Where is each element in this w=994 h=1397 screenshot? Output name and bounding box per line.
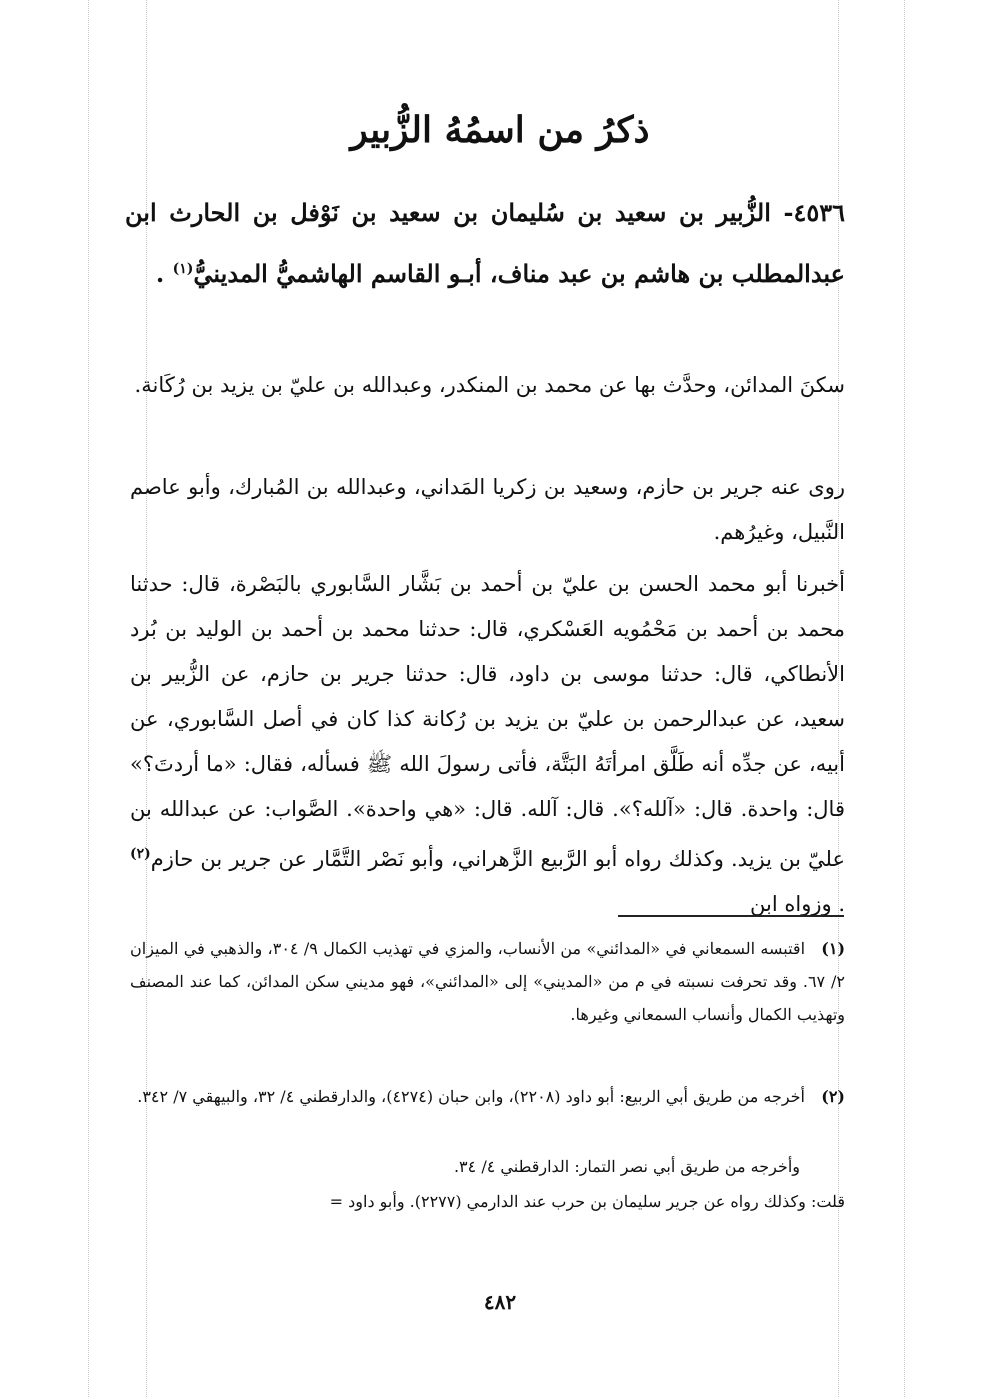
footnote-marker[interactable]: (٢) xyxy=(130,846,151,862)
footnote-continuation: قلت: وكذلك رواه عن جرير سليمان بن حرب عند الدارمي (٢٢٧٧). وأبو داود = xyxy=(329,1192,845,1211)
footnote-text: اقتبسه السمعاني في «المدائني» من الأنساب، والمزي في تهذيب الكمال ٩/ ٣٠٤، والذهبي في الميزان ٢/ ٦٧. وقد تحرفت نسبته في م من «المديني» إلى «المدائني»، فهو مديني سكن المدائن، كما عند المصنف وتهذيب الكمال وأنساب السمعاني وغيرها. xyxy=(130,939,845,1024)
isnad-tail: . وزواه ابن xyxy=(750,892,845,916)
footnote-text: أخرجه من طريق أبي الربيع: أبو داود (٢٢٠٨)، وابن حبان (٤٢٧٤)، والدارقطني ٤/ ٣٢، والبيهقي ٧/ ٣٤٢. xyxy=(137,1087,805,1106)
section-title: ذكرُ من اسمُهُ الزُّبير xyxy=(350,109,650,151)
biography-entry-heading xyxy=(125,185,845,302)
footnote xyxy=(130,932,845,1031)
body-paragraph: روى عنه جرير بن حازم، وسعيد بن زكريا المَداني، وعبدالله بن المُبارك، وأبو عاصم النَّبيل، وغيرُهم. xyxy=(130,475,845,544)
footnote-continuation: وأخرجه من طريق أبي نصر التمار: الدارقطني ٤/ ٣٤. xyxy=(453,1157,800,1176)
footnote xyxy=(130,1080,845,1113)
footnote-number: (٢) xyxy=(821,1087,845,1106)
margin-guide-line xyxy=(88,0,89,1397)
footnote-separator xyxy=(618,915,844,917)
entry-heading-tail: . xyxy=(155,259,173,288)
isnad-text: أخبرنا أبو محمد الحسن بن عليّ بن أحمد بن بَشَّار السَّابوري بالبَصْرة، قال: حدثنا محمد بن أحمد بن مَحْمُويه العَسْكري، قال: حدثنا محمد بن أحمد بن الوليد بن بُرد الأنطاكي، قال: حدثنا موسى بن داود، قال: حدثنا جرير بن حازم، عن الزُّبير بن سعيد، عن عبدالرحمن بن عليّ بن يزيد بن رُكانة كذا كان في أصل السَّابوري، عن أبيه، عن جدِّه أنه طَلَّق امرأتَهُ البَتَّة، فأتى رسولَ الله ﷺ فسأله، فقال: «ما أردتَ؟» قال: واحدة. قال: «آلله؟». قال: آلله. قال: «هي واحدة». الصَّواب: عن عبدالله بن عليّ بن يزيد. وكذلك رواه أبو الرَّبيع الزَّهراني، وأبو نَصْر التَّمَّار عن جرير بن حازم xyxy=(130,572,845,871)
margin-guide-line xyxy=(904,0,905,1397)
entry-heading-text: ٤٥٣٦- الزُّبير بن سعيد بن سُليمان بن سعيد بن نَوْفل بن الحارث ابن عبدالمطلب بن هاشم بن عبد مناف، أبـو القاسم الهاشميُّ المدينيُّ xyxy=(125,198,845,288)
page-number: ٤٨٢ xyxy=(483,1290,517,1314)
body-paragraph: سكنَ المدائن، وحدَّث بها عن محمد بن المنكدر، وعبدالله بن عليّ بن يزيد بن رُكَانة. xyxy=(134,373,845,397)
footnote-number: (١) xyxy=(821,939,846,958)
isnad-paragraph xyxy=(130,562,845,927)
footnote-marker[interactable]: (١) xyxy=(172,261,194,277)
